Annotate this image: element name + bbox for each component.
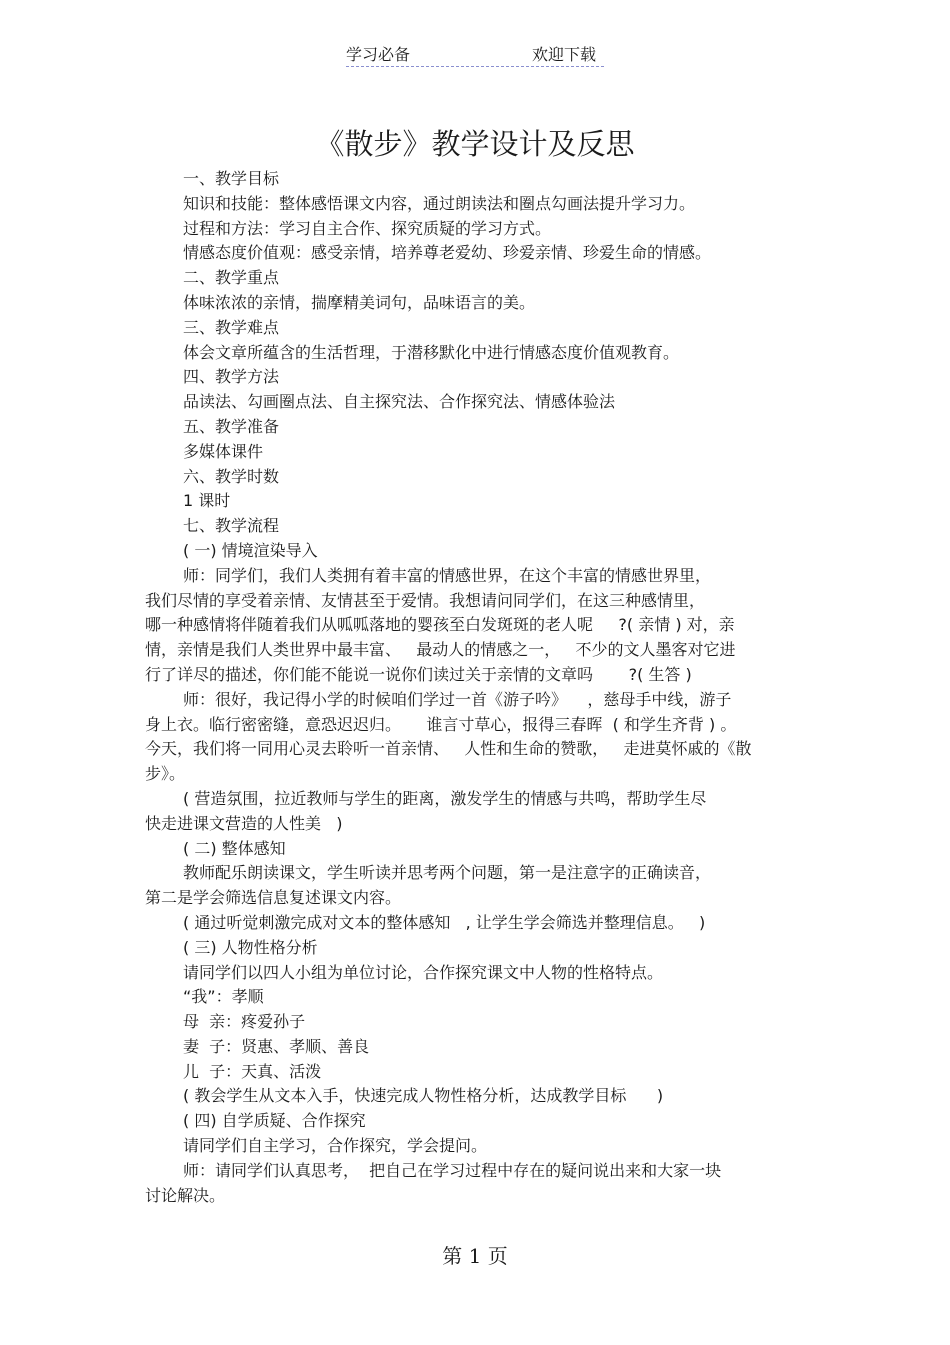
document-body bbox=[145, 167, 810, 1208]
body-line: 儿 子：天真、活泼 bbox=[183, 1061, 322, 1081]
body-line: 六、教学时数 bbox=[183, 466, 280, 486]
body-line: 行了详尽的描述，你们能不能说一说你们读过关于亲情的文章吗 ?( 生答 ) bbox=[145, 664, 692, 684]
body-line: 情感态度价值观：感受亲情，培养尊老爱幼、珍爱亲情、珍爱生命的情感。 bbox=[183, 243, 712, 263]
body-line: 知识和技能：整体感悟课文内容，通过朗读法和圈点勾画法提升学习力。 bbox=[183, 193, 696, 213]
body-line: 第二是学会筛选信息复述课文内容。 bbox=[145, 888, 402, 908]
body-line: 多媒体课件 bbox=[183, 441, 264, 461]
body-line: 讨论解决。 bbox=[145, 1185, 226, 1205]
body-line: 哪一种感情将伴随着我们从呱呱落地的婴孩至白发斑斑的老人呢 ?( 亲情 ) 对，亲 bbox=[145, 615, 735, 635]
body-line: ( 营造氛围，拉近教师与学生的距离，激发学生的情感与共鸣，帮助学生尽 bbox=[183, 788, 707, 808]
body-line: 请同学们以四人小组为单位讨论，合作探究课文中人物的性格特点。 bbox=[183, 962, 664, 982]
header-left-text: 学习必备 bbox=[346, 45, 411, 64]
body-line: ( 一) 情境渲染导入 bbox=[183, 540, 318, 560]
body-line: 四、教学方法 bbox=[183, 367, 280, 387]
body-line: 请同学们自主学习，合作探究，学会提问。 bbox=[183, 1136, 488, 1156]
body-line: 教师配乐朗读课文，学生听读并思考两个问题，第一是注意字的正确读音， bbox=[183, 863, 712, 883]
body-line: 妻 子：贤惠、孝顺、善良 bbox=[183, 1036, 370, 1056]
body-line: “我”：孝顺 bbox=[183, 987, 264, 1007]
page-header bbox=[346, 40, 604, 67]
body-line: 师：请同学们认真思考， 把自己在学习过程中存在的疑问说出来和大家一块 bbox=[183, 1160, 722, 1180]
body-line: 步》。 bbox=[145, 764, 186, 784]
body-line: 我们尽情的享受着亲情、友情甚至于爱情。我想请问同学们，在这三种感情里， bbox=[145, 590, 706, 610]
body-line: ( 四) 自学质疑、合作探究 bbox=[183, 1111, 366, 1131]
body-line: 身上衣。临行密密缝，意恐迟迟归。 谁言寸草心，报得三春晖 ( 和学生齐背 ) 。 bbox=[145, 714, 737, 734]
page-number: 第 1 页 bbox=[442, 1244, 508, 1268]
body-line: 母 亲：疼爱孙子 bbox=[183, 1012, 306, 1032]
body-line: ( 通过听觉刺激完成对文本的整体感知 , 让学生学会筛选并整理信息。 ) bbox=[183, 912, 706, 932]
body-line: 情，亲情是我们人类世界中最丰富、 最动人的情感之一， 不少的文人墨客对它进 bbox=[145, 640, 736, 660]
body-line: 二、教学重点 bbox=[183, 268, 280, 288]
body-line: ( 二) 整体感知 bbox=[183, 838, 286, 858]
body-line: 三、教学难点 bbox=[183, 317, 280, 337]
body-line: 品读法、勾画圈点法、自主探究法、合作探究法、情感体验法 bbox=[183, 392, 616, 412]
body-line: 体会文章所蕴含的生活哲理，于潜移默化中进行情感态度价值观教育。 bbox=[183, 342, 680, 362]
body-line: 1 课时 bbox=[183, 491, 231, 511]
body-line: 五、教学准备 bbox=[183, 416, 280, 436]
header-right-text: 欢迎下载 bbox=[532, 45, 597, 64]
body-line: 今天，我们将一同用心灵去聆听一首亲情、 人性和生命的赞歌， 走进莫怀戚的《散 bbox=[145, 739, 752, 759]
body-line: 一、教学目标 bbox=[183, 169, 280, 188]
body-line: ( 三) 人物性格分析 bbox=[183, 937, 318, 957]
body-line: ( 教会学生从文本入手，快速完成人物性格分析，达成教学目标 ) bbox=[183, 1086, 664, 1106]
body-line: 七、教学流程 bbox=[183, 516, 280, 536]
body-line: 过程和方法：学习自主合作、探究质疑的学习方式。 bbox=[183, 218, 552, 238]
document-title: 《散步》教学设计及反思 bbox=[315, 127, 635, 161]
body-line: 体味浓浓的亲情，揣摩精美词句，品味语言的美。 bbox=[183, 292, 536, 312]
body-line: 师：很好，我记得小学的时候咱们学过一首《游子吟》 ，慈母手中线，游子 bbox=[183, 689, 732, 709]
body-line: 师：同学们，我们人类拥有着丰富的情感世界，在这个丰富的情感世界里， bbox=[183, 565, 712, 585]
body-line: 快走进课文营造的人性美 ) bbox=[145, 813, 343, 833]
